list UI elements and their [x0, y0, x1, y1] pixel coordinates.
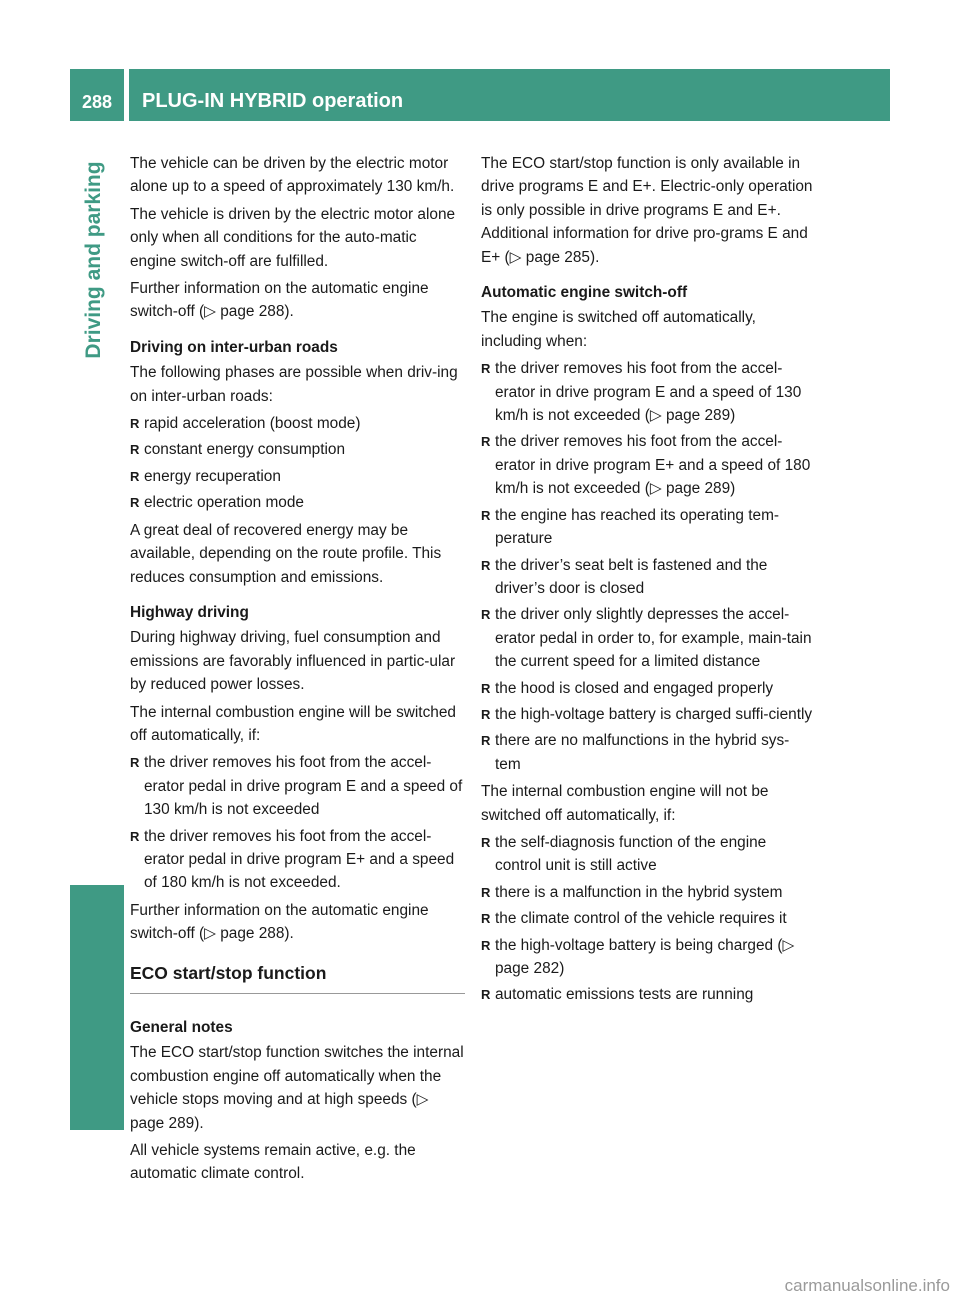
- paragraph: During highway driving, fuel consumption and emissions are favorably influenced in partic-ular by reduced power losses.: [130, 629, 456, 694]
- list-item: R electric operation mode: [130, 491, 465, 514]
- list-item: R automatic emissions tests are running: [481, 983, 813, 1006]
- side-tab-block: [70, 885, 124, 1130]
- list-item: R the engine has reached its operating tem-perature: [481, 504, 813, 551]
- list-item: R the high-voltage battery is charged suffi-ciently: [481, 703, 813, 726]
- subheading: Driving on inter-urban roads: [130, 338, 338, 356]
- paragraph: The following phases are possible when driv-ing on inter-urban roads:: [130, 364, 458, 405]
- list-item: R the driver removes his foot from the accel-erator pedal in drive program E and a speed of 130 km/h is not exceeded: [130, 751, 465, 821]
- list-item: R energy recuperation: [130, 465, 465, 488]
- subheading: General notes: [130, 1019, 233, 1036]
- bullet-list: [130, 412, 465, 515]
- list-item: R there is a malfunction in the hybrid system: [481, 881, 813, 904]
- page-number: 288: [70, 69, 124, 121]
- paragraph: The vehicle can be driven by the electric motor alone up to a speed of approximately 130 km/h.: [130, 155, 455, 196]
- side-tab-label: Driving and parking: [82, 161, 105, 359]
- bullet-list: [130, 751, 465, 894]
- paragraph: The engine is switched off automatically, including when:: [481, 309, 756, 350]
- list-item: R the driver removes his foot from the accel-erator in drive program E+ and a speed of 180 km/h is not exceeded (▷ page 289): [481, 430, 813, 500]
- bullet-list: [481, 357, 813, 776]
- list-item: R the self-diagnosis function of the engine control unit is still active: [481, 831, 813, 878]
- list-item: R the hood is closed and engaged properly: [481, 677, 813, 700]
- paragraph: All vehicle systems remain active, e.g. the automatic climate control.: [130, 1142, 416, 1183]
- subheading: Highway driving: [130, 603, 249, 621]
- watermark: carmanualsonline.info: [784, 1276, 950, 1295]
- paragraph: The internal combustion engine will be switched off automatically, if:: [130, 703, 456, 744]
- chapter-title: PLUG-IN HYBRID operation: [129, 69, 890, 121]
- paragraph: Further information on the automatic engine switch-off (▷ page 288).: [130, 901, 429, 943]
- paragraph: A great deal of recovered energy may be available, depending on the route profile. This reduces consumption and emissions.: [130, 521, 442, 586]
- list-item: R constant energy consumption: [130, 438, 465, 461]
- paragraph: The vehicle is driven by the electric motor alone only when all conditions for the auto-matic engine switch-off are fulfilled.: [130, 205, 456, 270]
- paragraph: The internal combustion engine will not be switched off automatically, if:: [481, 783, 769, 824]
- paragraph: The ECO start/stop function is only available in drive programs E and E+. Electric-only operation is only possible in drive programs E and E+. Additional information for drive pro-grams E and E+ (▷ page 285).: [481, 155, 813, 266]
- list-item: R rapid acceleration (boost mode): [130, 412, 465, 435]
- list-item: R the driver’s seat belt is fastened and the driver’s door is closed: [481, 554, 813, 601]
- subheading: Automatic engine switch-off: [481, 284, 688, 302]
- list-item: R there are no malfunctions in the hybrid sys-tem: [481, 729, 813, 776]
- paragraph: Further information on the automatic engine switch-off (▷ page 288).: [130, 280, 429, 321]
- section-heading: ECO start/stop function: [130, 962, 465, 994]
- list-item: R the high-voltage battery is being charged (▷ page 282): [481, 934, 813, 981]
- list-item: R the driver only slightly depresses the accel-erator pedal in order to, for example, main-tain the current speed for a limited distance: [481, 603, 813, 673]
- left-column: [130, 152, 465, 1190]
- paragraph: The ECO start/stop function switches the internal combustion engine off automatically when the vehicle stops moving and at high speeds (▷ page 289).: [130, 1044, 464, 1132]
- list-item: R the climate control of the vehicle requires it: [481, 907, 813, 930]
- list-item: R the driver removes his foot from the accel-erator pedal in drive program E+ and a speed of 180 km/h is not exceeded.: [130, 825, 465, 895]
- right-column: [481, 152, 813, 1011]
- bullet-list: [481, 831, 813, 1007]
- list-item: R the driver removes his foot from the accel-erator in drive program E and a speed of 130 km/h is not exceeded (▷ page 289): [481, 357, 813, 427]
